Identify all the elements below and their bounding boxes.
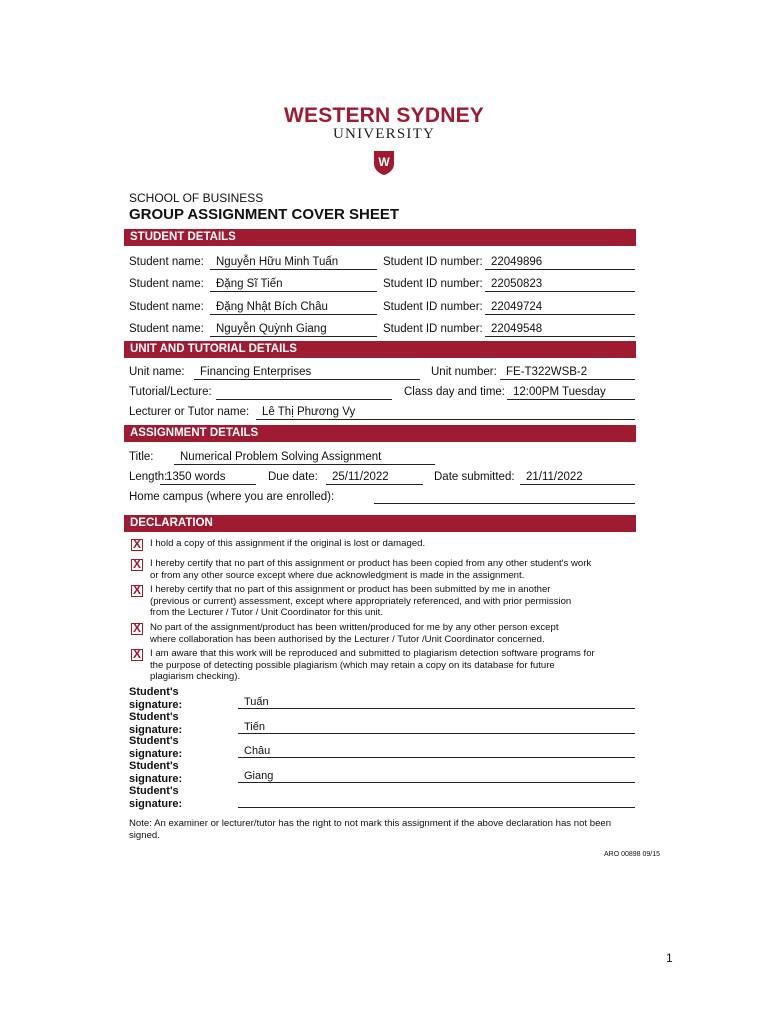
signature-field[interactable]: Châu — [238, 744, 635, 758]
declaration-text-line: (previous or current) assessment, except where appropriately referenced, and with prior permission — [150, 595, 572, 607]
class-time-field[interactable]: 12:00PM Tuesday — [507, 385, 635, 400]
declaration-text-line: the purpose of detecting possible plagiarism (which may retain a copy on its database for future — [150, 659, 555, 671]
class-time-label: Class day and time: — [404, 386, 505, 398]
university-shield-icon — [373, 150, 395, 176]
lecturer-field[interactable]: Lê Thị Phương Vy — [256, 405, 635, 420]
declaration-text — [150, 622, 636, 645]
unit-number-field[interactable]: FE-T322WSB-2 — [500, 365, 635, 380]
declaration-text-line: I hold a copy of this assignment if the original is lost or damaged. — [150, 538, 426, 549]
signature-field[interactable]: Tiến — [238, 720, 635, 734]
unit-name-field[interactable]: Financing Enterprises — [194, 365, 420, 380]
student-id-label: Student ID number: — [383, 323, 483, 335]
declaration-text — [150, 538, 636, 550]
student-id-field[interactable]: 22050823 — [485, 277, 635, 292]
declaration-text-line: or from any other source except where due acknowledgment is made in the assignment. — [150, 569, 525, 581]
student-id-label: Student ID number: — [383, 301, 483, 313]
signature-label-line: Student's — [129, 760, 179, 772]
student-name-field[interactable]: Nguyễn Hữu Minh Tuấn — [210, 255, 377, 270]
declaration-text — [150, 558, 636, 581]
student-id-field[interactable]: 22049896 — [485, 255, 635, 270]
tutorial-label: Tutorial/Lecture: — [129, 386, 212, 398]
date-submitted-label: Date submitted: — [434, 471, 515, 483]
assignment-title-label: Title: — [129, 451, 154, 463]
svg-text:W: W — [378, 155, 390, 169]
due-date-label: Due date: — [268, 471, 318, 483]
declaration-text-line: plagiarism checking). — [150, 671, 241, 683]
signature-label-line: signature: — [129, 698, 183, 711]
due-date-field[interactable]: 25/11/2022 — [326, 470, 423, 485]
home-campus-field[interactable] — [374, 489, 635, 504]
declaration-text — [150, 648, 636, 683]
student-id-label: Student ID number: — [383, 256, 483, 268]
signature-label-line: Student's — [129, 686, 179, 698]
university-logo-subtitle: UNIVERSITY — [333, 126, 435, 142]
page-number: 1 — [666, 951, 673, 965]
unit-name-label: Unit name: — [129, 366, 185, 378]
signature-label — [129, 760, 182, 785]
section-header-student-details: STUDENT DETAILS — [124, 229, 636, 246]
student-name-field[interactable]: Nguyễn Quỳnh Giang — [210, 322, 377, 337]
school-name: SCHOOL OF BUSINESS — [129, 191, 264, 205]
signature-label-line: signature: — [129, 723, 183, 736]
student-name-label: Student name: — [129, 301, 204, 313]
student-name-field[interactable]: Đặng Nhật Bích Châu — [210, 300, 377, 315]
declaration-checkbox[interactable]: X — [132, 621, 141, 635]
signature-label-line: Student's — [129, 711, 179, 723]
declaration-text — [150, 584, 636, 619]
student-id-label: Student ID number: — [383, 278, 483, 290]
form-reference: ARO 00898 09/15 — [604, 851, 661, 858]
student-name-label: Student name: — [129, 278, 204, 290]
signature-label — [129, 711, 182, 736]
signature-label-line: Student's — [129, 735, 179, 747]
declaration-checkbox[interactable]: X — [132, 557, 141, 571]
signature-label-line: signature: — [129, 747, 183, 760]
lecturer-label: Lecturer or Tutor name: — [129, 406, 250, 418]
length-field[interactable]: 1350 words — [160, 470, 256, 485]
page-title: GROUP ASSIGNMENT COVER SHEET — [129, 206, 400, 223]
student-id-field[interactable]: 22049548 — [485, 322, 635, 337]
declaration-text-line: No part of the assignment/product has been written/produced for me by any other person except — [150, 622, 559, 633]
declaration-checkbox[interactable]: X — [132, 647, 141, 661]
tutorial-field[interactable] — [216, 385, 392, 400]
section-header-declaration: DECLARATION — [124, 515, 636, 532]
student-name-label: Student name: — [129, 256, 204, 268]
signature-label — [129, 735, 182, 760]
signature-label-line: signature: — [129, 772, 183, 785]
unit-number-label: Unit number: — [431, 366, 497, 378]
signature-label-line: Student's — [129, 785, 179, 797]
declaration-text-line: I hereby certify that no part of this assignment or product has been submitted by me in another — [150, 584, 551, 595]
declaration-note: Note: An examiner or lecturer/tutor has the right to not mark this assignment if the above declaration has not been signed. — [129, 818, 612, 841]
signature-field[interactable] — [238, 794, 635, 808]
declaration-checkbox[interactable]: X — [132, 583, 141, 597]
signature-label — [129, 785, 182, 810]
university-logo-name: WESTERN SYDNEY — [284, 104, 484, 127]
section-header-assignment-details: ASSIGNMENT DETAILS — [124, 425, 636, 442]
declaration-text-line: I hereby certify that no part of this assignment or product has been copied from any other student's work — [150, 558, 592, 569]
signature-label — [129, 686, 182, 711]
student-id-field[interactable]: 22049724 — [485, 300, 635, 315]
assignment-title-field[interactable]: Numerical Problem Solving Assignment — [174, 450, 435, 465]
signature-field[interactable]: Tuấn — [238, 695, 635, 709]
declaration-text-line: where collaboration has been authorised by the Lecturer / Tutor /Unit Coordinator concerned. — [150, 633, 545, 645]
student-name-field[interactable]: Đặng Sĩ Tiến — [210, 277, 377, 292]
signature-label-line: signature: — [129, 797, 183, 810]
signature-field[interactable]: Giang — [238, 769, 635, 783]
declaration-text-line: I am aware that this work will be reproduced and submitted to plagiarism detection software programs for — [150, 648, 595, 659]
home-campus-label: Home campus (where you are enrolled): — [129, 491, 335, 503]
date-submitted-field[interactable]: 21/11/2022 — [520, 470, 635, 485]
section-header-unit-details: UNIT AND TUTORIAL DETAILS — [124, 341, 636, 358]
length-label: Length: — [129, 471, 168, 483]
declaration-checkbox[interactable]: X — [132, 537, 141, 551]
declaration-text-line: from the Lecturer / Tutor / Unit Coordinator for this unit. — [150, 607, 384, 619]
student-name-label: Student name: — [129, 323, 204, 335]
